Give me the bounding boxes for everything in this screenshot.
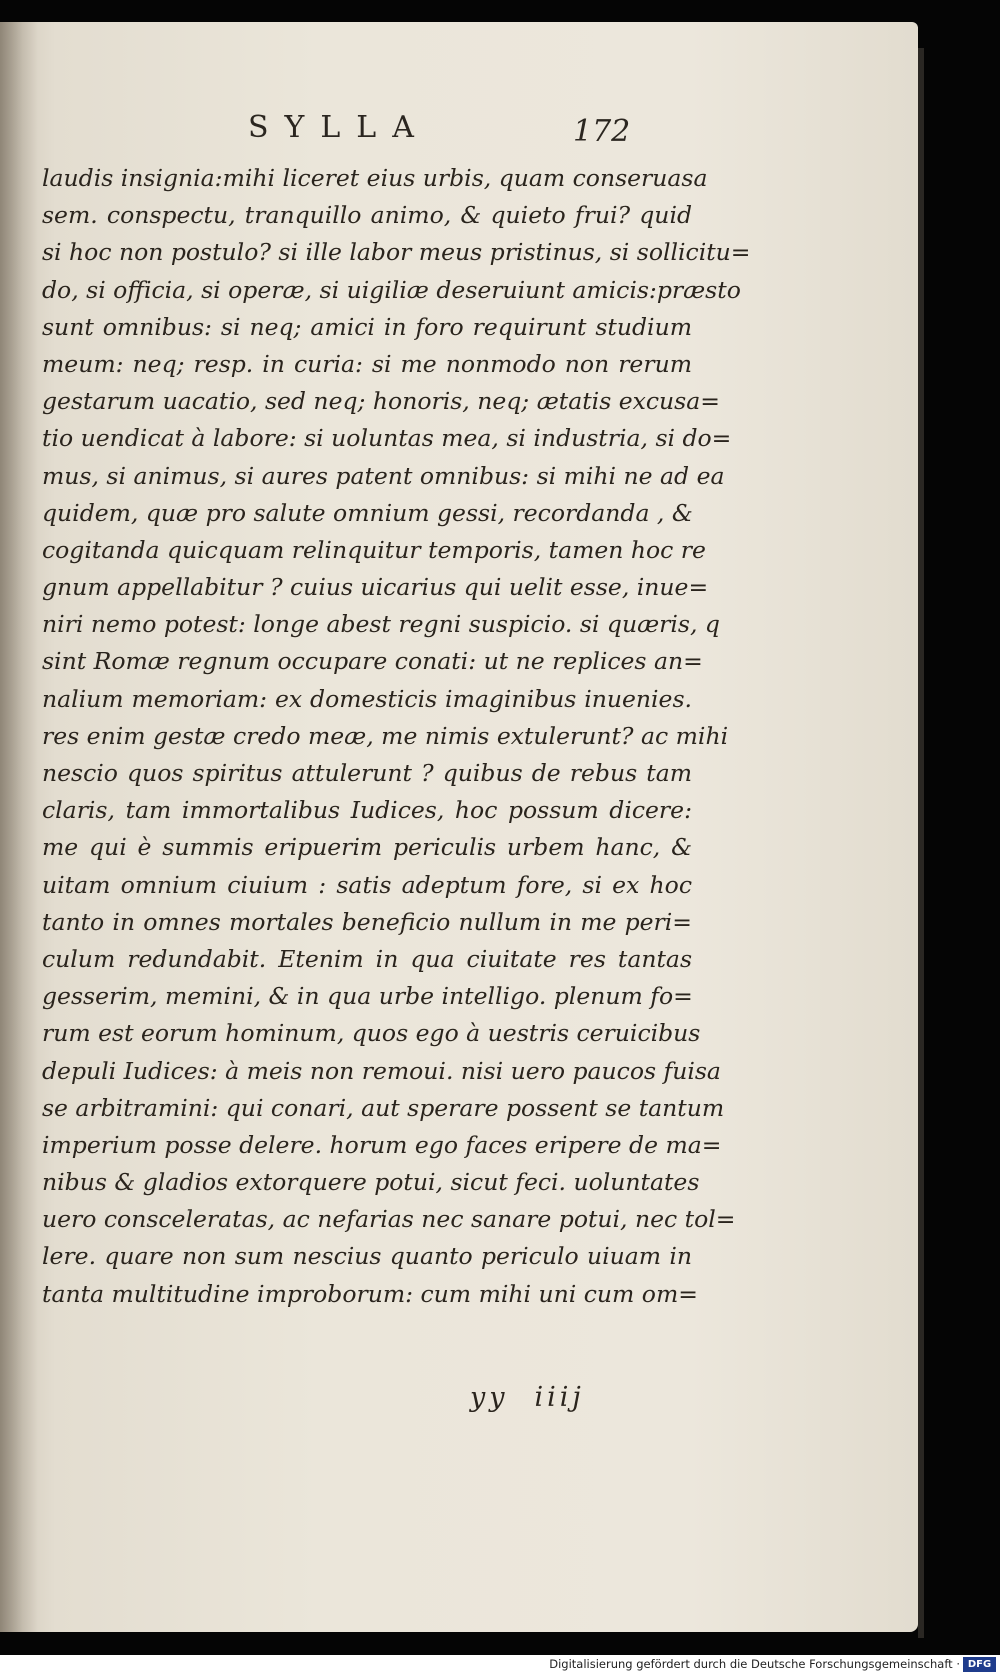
text-line: do, si officia, si operæ, si uigiliæ deseruiunt amicis:præsto	[42, 275, 741, 304]
gutter-shadow	[0, 22, 38, 1632]
text-line: nibus & gladios extorquere potui, sicut feci. uoluntates	[42, 1168, 700, 1197]
text-line: gestarum uacatio, sed neq; honoris, neq; ætatis excusa=	[42, 387, 720, 416]
text-line: sem. conspectu, tranquillo animo, & quieto frui? quid	[42, 201, 692, 230]
text-line: gesserim, memini, & in qua urbe intelligo. plenum fo=	[42, 982, 693, 1011]
text-line: nalium memoriam: ex domesticis imaginibus inuenies.	[42, 684, 692, 713]
text-line: sunt omnibus: si neq; amici in foro requirunt studium	[42, 312, 692, 341]
text-line: me qui è summis eripuerim periculis urbem hanc, &	[42, 833, 692, 862]
text-line: rum est eorum hominum, quos ego à uestris ceruicibus	[42, 1019, 701, 1048]
text-line: lere. quare non sum nescius quanto periculo uiuam in	[42, 1242, 692, 1271]
funding-credit: Digitalisierung gefördert durch die Deutsche Forschungsgemeinschaft ·	[549, 1657, 960, 1671]
footer-bar	[0, 1655, 1000, 1675]
text-line: mus, si animus, si aures patent omnibus: si mihi ne ad ea	[42, 461, 725, 490]
text-line: gnum appellabitur ? cuius uicarius qui uelit esse, inue=	[42, 573, 709, 602]
text-line: tanta multitudine improborum: cum mihi uni cum om=	[42, 1279, 698, 1308]
text-line: tanto in omnes mortales beneficio nullum in me peri=	[42, 907, 692, 936]
text-line: niri nemo potest: longe abest regni suspicio. si quæris, q	[42, 610, 720, 639]
page-number: 172	[573, 114, 631, 149]
dfg-logo: DFG	[963, 1657, 996, 1672]
text-line: res enim gestæ credo meæ, me nimis extulerunt? ac mihi	[42, 721, 729, 750]
text-line: meum: neq; resp. in curia: si me nonmodo non rerum	[42, 349, 692, 378]
text-line: imperium posse delere. horum ego faces eripere de ma=	[42, 1130, 722, 1159]
running-head: SYLLA	[248, 110, 430, 145]
signature-letters: yy	[470, 1382, 509, 1413]
text-line: nescio quos spiritus attulerunt ? quibus de rebus tam	[42, 759, 692, 787]
text-line: depuli Iudices: à meis non remoui. nisi uero paucos fuisa	[42, 1056, 721, 1085]
text-block	[42, 160, 751, 1313]
text-line: uero consceleratas, ac nefarias nec sanare potui, nec tol=	[42, 1205, 736, 1234]
page-edge	[918, 48, 924, 1638]
text-line: tio uendicat à labore: si uoluntas mea, si industria, si do=	[42, 424, 732, 453]
text-line: sint Romæ regnum occupare conati: ut ne replices an=	[42, 647, 703, 676]
text-line: laudis insignia:mihi liceret eius urbis, quam conseruasa	[42, 164, 708, 192]
signature-mark	[470, 1382, 611, 1413]
text-line: quidem, quæ pro salute omnium gessi, recordanda , &	[42, 498, 693, 527]
text-line: uitam omnium ciuium : satis adeptum fore, si ex hoc	[42, 870, 692, 899]
signature-number: iiij	[534, 1382, 585, 1413]
text-line: cogitanda quicquam relinquitur temporis, tamen hoc re	[42, 535, 706, 564]
text-line: se arbitramini: qui conari, aut sperare possent se tantum	[42, 1093, 725, 1122]
text-line: claris, tam immortalibus Iudices, hoc possum dicere:	[42, 796, 692, 825]
text-line: si hoc non postulo? si ille labor meus pristinus, si sollicitu=	[42, 238, 751, 267]
text-line: culum redundabit. Etenim in qua ciuitate res tantas	[42, 944, 692, 973]
book-page	[0, 22, 918, 1632]
